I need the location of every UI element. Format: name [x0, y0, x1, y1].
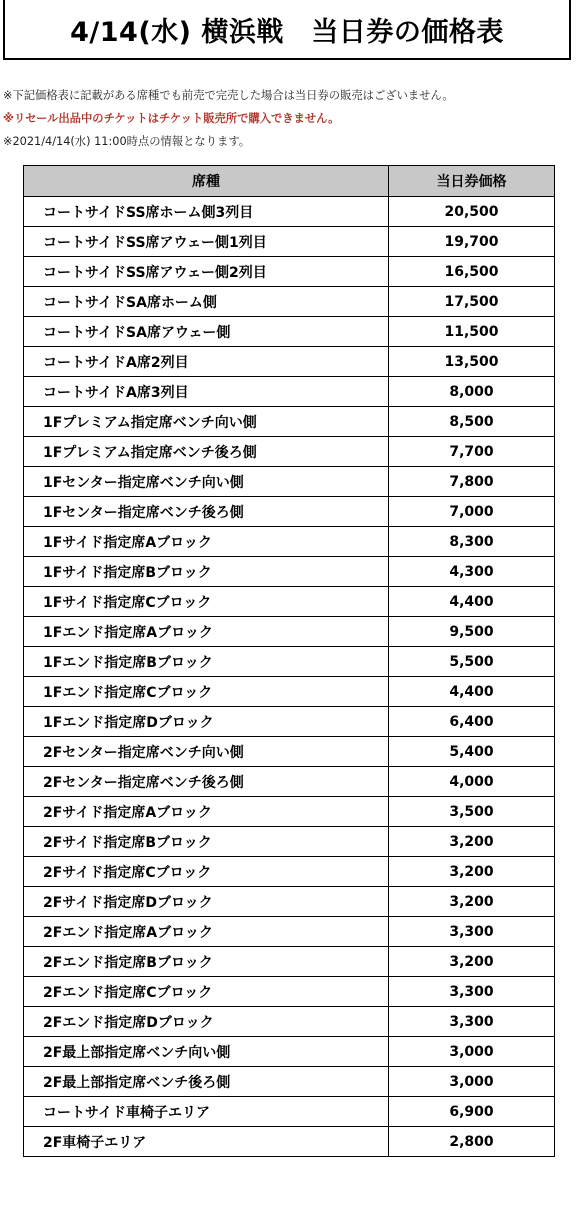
- table-body: [24, 197, 555, 1157]
- seat-type-cell: 2F車椅子エリア: [24, 1127, 389, 1157]
- price-cell: 8,300: [389, 527, 555, 557]
- table-row: [24, 557, 555, 587]
- price-cell: 9,500: [389, 617, 555, 647]
- table-header-row: [24, 166, 555, 197]
- table-row: [24, 947, 555, 977]
- table-row: [24, 797, 555, 827]
- seat-type-cell: 1Fサイド指定席Aブロック: [24, 527, 389, 557]
- seat-type-cell: コートサイドSS席アウェー側1列目: [24, 227, 389, 257]
- note-info-time: ※2021/4/14(水) 11:00時点の情報となります。: [3, 135, 251, 148]
- table-row: [24, 527, 555, 557]
- table-row: [24, 677, 555, 707]
- table-row: [24, 1007, 555, 1037]
- table-row: [24, 197, 555, 227]
- price-cell: 4,000: [389, 767, 555, 797]
- seat-type-cell: 2Fサイド指定席Cブロック: [24, 857, 389, 887]
- price-cell: 7,000: [389, 497, 555, 527]
- table-row: [24, 317, 555, 347]
- seat-type-cell: 1Fエンド指定席Cブロック: [24, 677, 389, 707]
- price-cell: 3,300: [389, 977, 555, 1007]
- price-cell: 6,400: [389, 707, 555, 737]
- price-cell: 4,300: [389, 557, 555, 587]
- title-box: [3, 0, 571, 60]
- table-row: [24, 587, 555, 617]
- note-resale: ※リセール出品中のチケットはチケット販売所で購入できません。: [3, 112, 340, 125]
- price-cell: 8,500: [389, 407, 555, 437]
- seat-type-cell: 1Fエンド指定席Aブロック: [24, 617, 389, 647]
- table-row: [24, 287, 555, 317]
- table-row: [24, 467, 555, 497]
- price-cell: 8,000: [389, 377, 555, 407]
- price-cell: 19,700: [389, 227, 555, 257]
- page-title: 4/14(水) 横浜戦 当日券の価格表: [70, 16, 504, 48]
- seat-type-cell: 1Fプレミアム指定席ベンチ後ろ側: [24, 437, 389, 467]
- seat-type-cell: 2F最上部指定席ベンチ後ろ側: [24, 1067, 389, 1097]
- seat-type-cell: 1Fサイド指定席Bブロック: [24, 557, 389, 587]
- price-cell: 2,800: [389, 1127, 555, 1157]
- table-row: [24, 1097, 555, 1127]
- header-seat-type: 席種: [24, 166, 389, 197]
- price-cell: 7,700: [389, 437, 555, 467]
- seat-type-cell: コートサイドA席2列目: [24, 347, 389, 377]
- table-row: [24, 887, 555, 917]
- table-row: [24, 227, 555, 257]
- seat-type-cell: 1Fプレミアム指定席ベンチ向い側: [24, 407, 389, 437]
- seat-type-cell: コートサイドA席3列目: [24, 377, 389, 407]
- price-cell: 3,500: [389, 797, 555, 827]
- price-cell: 4,400: [389, 587, 555, 617]
- seat-type-cell: 2Fエンド指定席Dブロック: [24, 1007, 389, 1037]
- table-row: [24, 257, 555, 287]
- price-cell: 11,500: [389, 317, 555, 347]
- table-row: [24, 1127, 555, 1157]
- table-row: [24, 737, 555, 767]
- seat-type-cell: コートサイドSA席ホーム側: [24, 287, 389, 317]
- seat-type-cell: 2Fサイド指定席Aブロック: [24, 797, 389, 827]
- price-cell: 3,000: [389, 1037, 555, 1067]
- price-cell: 17,500: [389, 287, 555, 317]
- seat-type-cell: 1Fエンド指定席Bブロック: [24, 647, 389, 677]
- seat-type-cell: 2Fサイド指定席Bブロック: [24, 827, 389, 857]
- seat-type-cell: 1Fエンド指定席Dブロック: [24, 707, 389, 737]
- price-cell: 20,500: [389, 197, 555, 227]
- notes: [3, 84, 573, 153]
- price-cell: 3,200: [389, 947, 555, 977]
- table-row: [24, 347, 555, 377]
- table-row: [24, 707, 555, 737]
- price-cell: 4,400: [389, 677, 555, 707]
- price-cell: 16,500: [389, 257, 555, 287]
- price-cell: 3,200: [389, 857, 555, 887]
- table-row: [24, 647, 555, 677]
- price-cell: 7,800: [389, 467, 555, 497]
- table-row: [24, 407, 555, 437]
- table-row: [24, 377, 555, 407]
- price-cell: 5,400: [389, 737, 555, 767]
- note-sold-out: ※下記価格表に記載がある席種でも前売で完売した場合は当日券の販売はございません。: [3, 89, 454, 102]
- seat-type-cell: 2Fエンド指定席Bブロック: [24, 947, 389, 977]
- price-cell: 3,300: [389, 1007, 555, 1037]
- price-cell: 13,500: [389, 347, 555, 377]
- table-row: [24, 497, 555, 527]
- seat-type-cell: コートサイドSA席アウェー側: [24, 317, 389, 347]
- price-cell: 3,200: [389, 887, 555, 917]
- price-cell: 6,900: [389, 1097, 555, 1127]
- seat-type-cell: 2Fセンター指定席ベンチ向い側: [24, 737, 389, 767]
- seat-type-cell: 2Fセンター指定席ベンチ後ろ側: [24, 767, 389, 797]
- table-row: [24, 1037, 555, 1067]
- seat-type-cell: 1Fサイド指定席Cブロック: [24, 587, 389, 617]
- table-row: [24, 767, 555, 797]
- seat-type-cell: コートサイド車椅子エリア: [24, 1097, 389, 1127]
- table-row: [24, 617, 555, 647]
- seat-type-cell: 2Fエンド指定席Cブロック: [24, 977, 389, 1007]
- seat-type-cell: 1Fセンター指定席ベンチ向い側: [24, 467, 389, 497]
- seat-type-cell: 2Fサイド指定席Dブロック: [24, 887, 389, 917]
- seat-type-cell: 1Fセンター指定席ベンチ後ろ側: [24, 497, 389, 527]
- seat-type-cell: コートサイドSS席ホーム側3列目: [24, 197, 389, 227]
- header-price: 当日券価格: [389, 166, 555, 197]
- price-cell: 3,200: [389, 827, 555, 857]
- seat-type-cell: 2Fエンド指定席Aブロック: [24, 917, 389, 947]
- table-row: [24, 917, 555, 947]
- table-row: [24, 827, 555, 857]
- price-table: [23, 165, 555, 1157]
- table-row: [24, 857, 555, 887]
- table-row: [24, 437, 555, 467]
- table-row: [24, 1067, 555, 1097]
- price-cell: 5,500: [389, 647, 555, 677]
- price-cell: 3,300: [389, 917, 555, 947]
- table-row: [24, 977, 555, 1007]
- seat-type-cell: 2F最上部指定席ベンチ向い側: [24, 1037, 389, 1067]
- seat-type-cell: コートサイドSS席アウェー側2列目: [24, 257, 389, 287]
- price-cell: 3,000: [389, 1067, 555, 1097]
